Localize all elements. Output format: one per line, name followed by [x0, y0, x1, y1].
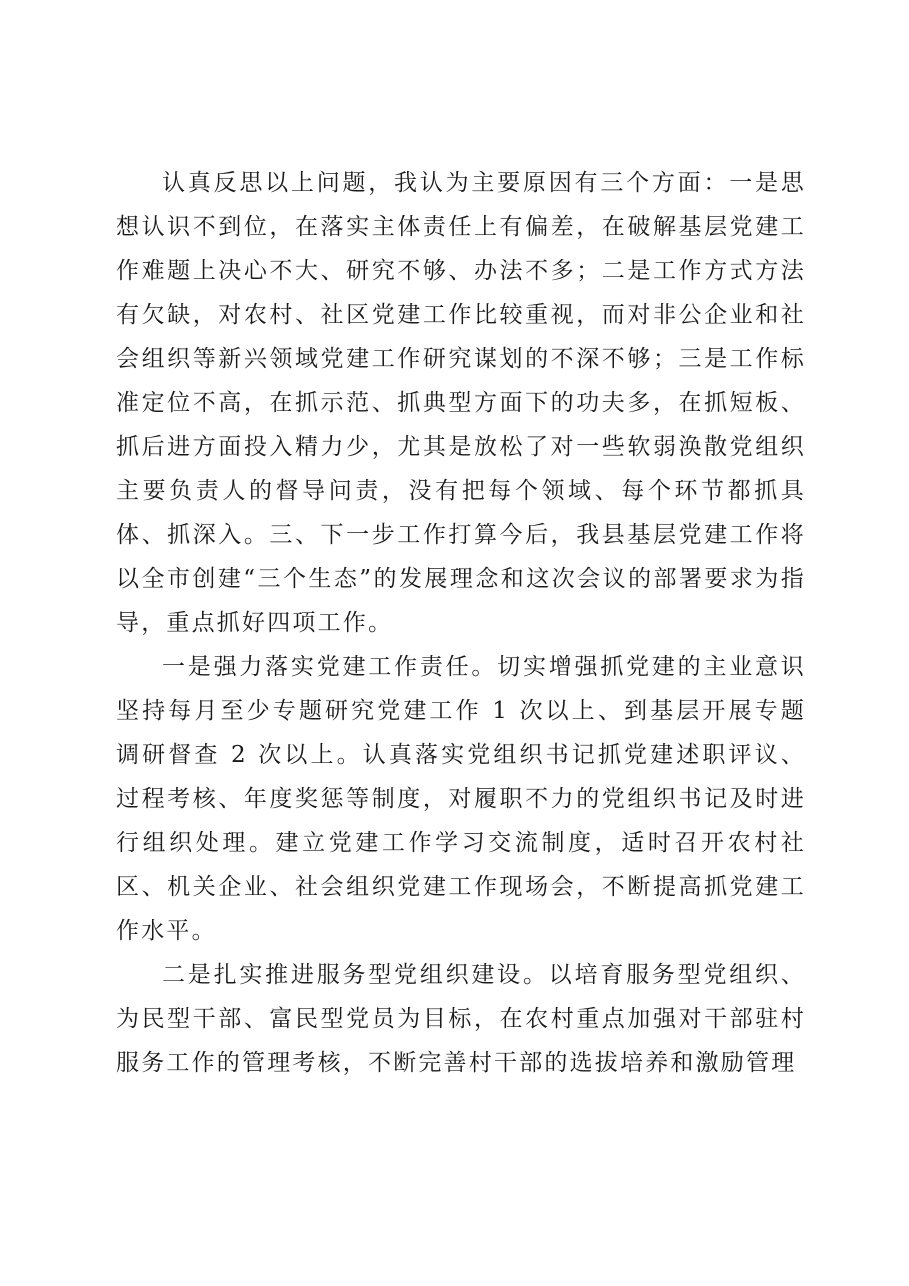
paragraph-party-responsibility: 一是强力落实党建工作责任。切实增强抓党建的主业意识坚持每月至少专题研究党建工作 1 次以上、到基层开展专题调研督查 2 次以上。认真落实党组织书记抓党建述职评议、过程考核、年度奖惩等制度，对履职不力的党组织书记及时进行组织处理。建立党建工作学习交流制度，适时召开农村社区、机关企业、社会组织党建工作现场会，不断提高抓党建工作水平。: [116, 654, 806, 944]
document-body: [116, 161, 806, 1085]
paragraph-causes: 认真反思以上问题，我认为主要原因有三个方面：一是思想认识不到位，在落实主体责任上有偏差，在破解基层党建工作难题上决心不大、研究不够、办法不多；二是工作方式方法有欠缺，对农村、社区党建工作比较重视，而对非公企业和社会组织等新兴领域党建工作研究谋划的不深不够；三是工作标准定位不高，在抓示范、抓典型方面下的功夫多，在抓短板、抓后进方面投入精力少，尤其是放松了对一些软弱涣散党组织主要负责人的督导问责，没有把每个领域、每个环节都抓具体、抓深入。三、下一步工作打算今后，我县基层党建工作将以全市创建“三个生态”的发展理念和这次会议的部署要求为指导，重点抓好四项工作。: [116, 170, 806, 636]
paragraph-service-organization: 二是扎实推进服务型党组织建设。以培育服务型党组织、为民型干部、富民型党员为目标，在农村重点加强对干部驻村服务工作的管理考核，不断完善村干部的选拔培养和激励管理: [116, 962, 806, 1076]
